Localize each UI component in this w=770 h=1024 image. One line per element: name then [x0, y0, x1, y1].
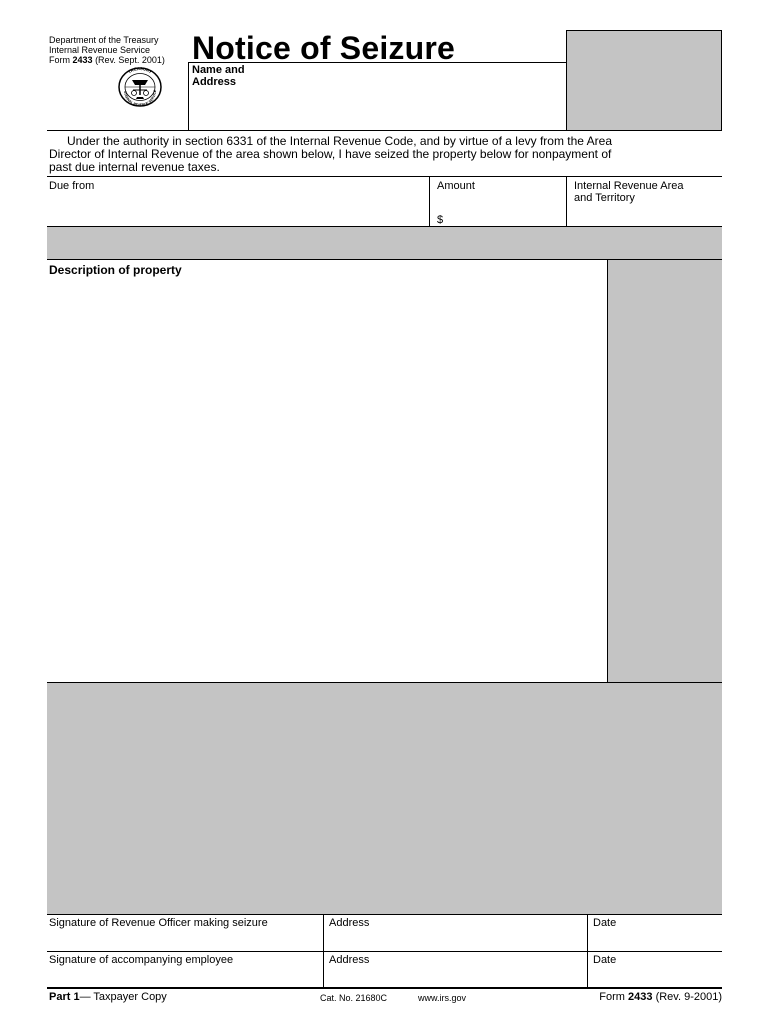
- amount-left-rule: [429, 176, 430, 226]
- form-identifier: [49, 55, 165, 65]
- footer-part-copy: [49, 991, 167, 1003]
- employee-address-label: Address: [329, 954, 370, 966]
- employee-date-field[interactable]: [589, 967, 720, 986]
- intro-paragraph: Under the authority in section 6331 of the Internal Revenue Code, and by virtue of a levy from the Area Director of Internal Revenue of the area shown below, I have seized the property below for nonpayment of past due internal revenue taxes.: [49, 134, 612, 174]
- form-number: 2433: [72, 55, 93, 65]
- name-address-field[interactable]: [190, 90, 564, 128]
- signature-date-rule: [587, 914, 588, 988]
- gray-band: [47, 226, 722, 260]
- amount-field[interactable]: [448, 206, 563, 224]
- employee-signature-label: Signature of accompanying employee: [49, 954, 234, 966]
- irs-area-label: Internal Revenue Area and Territory: [574, 180, 684, 204]
- description-field[interactable]: [48, 280, 604, 678]
- footer-form-prefix: Form: [599, 991, 625, 1003]
- employee-signature-field[interactable]: [48, 967, 321, 986]
- department-line-2: Internal Revenue Service: [49, 45, 151, 55]
- footer-part: Part 1: [49, 991, 80, 1003]
- signature-row-2-top: [47, 951, 722, 952]
- amount-label: Amount: [437, 180, 475, 192]
- officer-signature-field[interactable]: [48, 930, 321, 949]
- officer-address-label: Address: [329, 917, 370, 929]
- dollar-sign: $: [437, 214, 444, 226]
- due-from-label: Due from: [49, 180, 95, 192]
- due-from-field[interactable]: [48, 193, 428, 224]
- footer-form-number: 2433: [628, 991, 653, 1003]
- signature-address-rule: [323, 914, 324, 988]
- employee-date-label: Date: [593, 954, 617, 966]
- irs-area-field[interactable]: [568, 206, 720, 224]
- employee-address-field[interactable]: [325, 967, 585, 986]
- office-use-block-top: [566, 30, 722, 130]
- form-revision: (Rev. Sept. 2001): [95, 55, 165, 65]
- fields-top-rule: [47, 176, 722, 177]
- lower-gray-block: [47, 682, 722, 914]
- description-right-rule: [607, 260, 608, 682]
- officer-address-field[interactable]: [325, 930, 585, 949]
- svg-text:INTERNAL REVENUE SERVICE: NTERNAL REVENUE SERVICE: [122, 89, 158, 108]
- footer-rule: [47, 987, 722, 989]
- footer-form-id: [599, 991, 722, 1003]
- svg-text:TREASURY: TREASURY: [127, 66, 153, 75]
- footer-website: www.irs.gov: [418, 993, 467, 1003]
- form-prefix: Form: [49, 55, 70, 65]
- description-label: Description of property: [49, 263, 182, 277]
- footer-form-rev: (Rev. 9-2001): [655, 991, 722, 1003]
- form-title: Notice of Seizure: [192, 30, 456, 66]
- header-rule: [188, 62, 566, 63]
- treasury-seal-icon: [117, 66, 163, 108]
- officer-date-field[interactable]: [589, 930, 720, 949]
- signature-row-1-top: [47, 914, 722, 915]
- name-box-left-rule: [188, 62, 189, 130]
- footer-cat-no: Cat. No. 21680C: [320, 993, 388, 1003]
- footer-copy: — Taxpayer Copy: [79, 991, 167, 1003]
- header-bottom-rule: [47, 130, 722, 131]
- name-and-address-label: Name and Address: [192, 64, 245, 88]
- area-left-rule: [566, 176, 567, 226]
- officer-signature-label: Signature of Revenue Officer making seizure: [49, 917, 268, 929]
- officer-date-label: Date: [593, 917, 617, 929]
- right-gray-column: [608, 260, 722, 682]
- department-line-1: Department of the Treasury: [49, 35, 159, 45]
